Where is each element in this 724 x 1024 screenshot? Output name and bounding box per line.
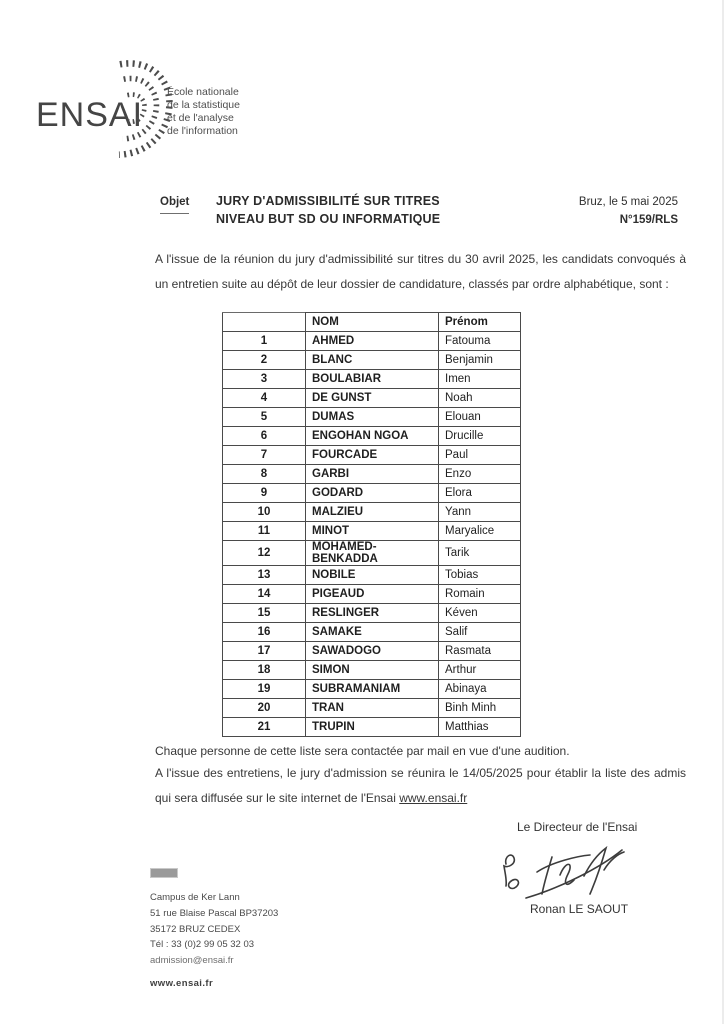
header-prenom: Prénom [439,313,521,332]
signatory-title: Le Directeur de l'Ensai [517,820,638,834]
address-line: 35172 BRUZ CEDEX [150,923,241,935]
cell-prenom: Matthias [439,718,521,737]
cell-prenom: Binh Minh [439,699,521,718]
cell-nom: SUBRAMANIAM [306,680,439,699]
cell-nom: SAMAKE [306,623,439,642]
tagline-line: École nationale [167,86,239,98]
cell-prenom: Maryalice [439,522,521,541]
intro-paragraph: A l'issue de la réunion du jury d'admissibilité sur titres du 30 avril 2025, les candidats convoqués à un entretien suite au dépôt de leur dossier de candidature, classés par ordre alphabétique, sont : [155,252,686,291]
cell-prenom: Noah [439,389,521,408]
cell-rank: 1 [223,332,306,351]
table-body [223,332,521,737]
cell-nom: PIGEAUD [306,585,439,604]
address-line: Campus de Ker Lann [150,892,240,903]
cell-prenom: Fatouma [439,332,521,351]
reference-number: N°159/RLS [619,214,678,226]
table-row [223,522,521,541]
table-row [223,408,521,427]
cell-nom: DE GUNST [306,389,439,408]
cell-prenom: Enzo [439,465,521,484]
cell-rank: 6 [223,427,306,446]
cell-nom: TRAN [306,699,439,718]
footer-gray-mark [150,868,178,878]
cell-prenom: Yann [439,503,521,522]
email-line: admission@ensai.fr [150,955,234,967]
letter-meta [579,193,678,229]
ensai-website-link[interactable]: www.ensai.fr [399,791,468,805]
object-label: Objet [160,196,189,214]
table-row [223,389,521,408]
header-rank [223,313,306,332]
cell-rank: 3 [223,370,306,389]
footer-website: www.ensai.fr [150,978,214,989]
table-row [223,566,521,585]
cell-rank: 13 [223,566,306,585]
table-row [223,332,521,351]
cell-rank: 8 [223,465,306,484]
subject-line-2: NIVEAU BUT SD OU INFORMATIQUE [216,211,441,226]
table-row [223,503,521,522]
cell-prenom: Rasmata [439,642,521,661]
table-row [223,585,521,604]
table-row [223,642,521,661]
cell-rank: 14 [223,585,306,604]
address-line: 51 rue Blaise Pascal BP37203 [150,907,279,919]
table-row [223,699,521,718]
cell-rank: 10 [223,503,306,522]
cell-nom: GODARD [306,484,439,503]
ensai-spiral-logo-icon [92,54,174,166]
place-date: Bruz, le 5 mai 2025 [578,196,678,208]
cell-prenom: Kéven [439,604,521,623]
cell-rank: 5 [223,408,306,427]
handwritten-signature [492,842,642,904]
table-row [223,718,521,737]
cell-nom: BOULABIAR [306,370,439,389]
cell-prenom: Benjamin [439,351,521,370]
table-row [223,623,521,642]
note-admission-text: A l'issue des entretiens, le jury d'admission se réunira le 14/05/2025 pour établir la liste des admis qui sera diffusée sur le site internet de l'Ensai [155,766,686,805]
cell-prenom: Arthur [439,661,521,680]
table-row [223,427,521,446]
footer-address [150,890,278,969]
cell-prenom: Paul [439,446,521,465]
cell-nom: FOURCADE [306,446,439,465]
cell-rank: 15 [223,604,306,623]
note-audition: Chaque personne de cette liste sera contactée par mail en vue d'une audition. [155,744,570,758]
table-row [223,541,521,566]
table-row [223,370,521,389]
cell-rank: 7 [223,446,306,465]
cell-rank: 11 [223,522,306,541]
cell-prenom: Drucille [439,427,521,446]
cell-rank: 18 [223,661,306,680]
table-row [223,661,521,680]
cell-nom: GARBI [306,465,439,484]
tagline-line: de la statistique [167,99,240,111]
subject-line-1: JURY D'ADMISSIBILITÉ SUR TITRES [216,194,440,208]
cell-rank: 16 [223,623,306,642]
cell-rank: 12 [223,541,306,566]
table-row [223,446,521,465]
cell-nom: NOBILE [306,566,439,585]
table-row [223,465,521,484]
cell-prenom: Elouan [439,408,521,427]
signatory-name: Ronan LE SAOUT [530,902,629,916]
cell-rank: 17 [223,642,306,661]
cell-nom: RESLINGER [306,604,439,623]
cell-nom: SIMON [306,661,439,680]
cell-rank: 19 [223,680,306,699]
note-admission [155,761,686,811]
phone-line: Tél : 33 (0)2 99 05 32 03 [150,939,255,951]
cell-nom: BLANC [306,351,439,370]
tagline-line: de l'information [167,125,238,137]
header-nom: NOM [306,313,439,332]
table-row [223,604,521,623]
tagline-line: et de l'analyse [167,112,234,124]
table-row [223,484,521,503]
cell-rank: 21 [223,718,306,737]
candidates-table [222,312,521,737]
table-row [223,680,521,699]
cell-prenom: Abinaya [439,680,521,699]
cell-rank: 4 [223,389,306,408]
cell-rank: 20 [223,699,306,718]
cell-nom: MALZIEU [306,503,439,522]
cell-rank: 9 [223,484,306,503]
cell-nom: DUMAS [306,408,439,427]
subject-title [216,193,440,228]
cell-prenom: Elora [439,484,521,503]
cell-prenom: Romain [439,585,521,604]
cell-prenom: Imen [439,370,521,389]
cell-prenom: Tobias [439,566,521,585]
cell-nom: ENGOHAN NGOA [306,427,439,446]
table-header-row [223,313,521,332]
cell-prenom: Salif [439,623,521,642]
cell-nom: TRUPIN [306,718,439,737]
cell-prenom: Tarik [439,541,521,566]
cell-nom: MOHAMED-BENKADDA [306,541,439,566]
ensai-tagline [167,86,240,138]
cell-nom: SAWADOGO [306,642,439,661]
cell-nom: AHMED [306,332,439,351]
cell-nom: MINOT [306,522,439,541]
ensai-wordmark: ENSAI [36,96,144,134]
table-row [223,351,521,370]
cell-rank: 2 [223,351,306,370]
